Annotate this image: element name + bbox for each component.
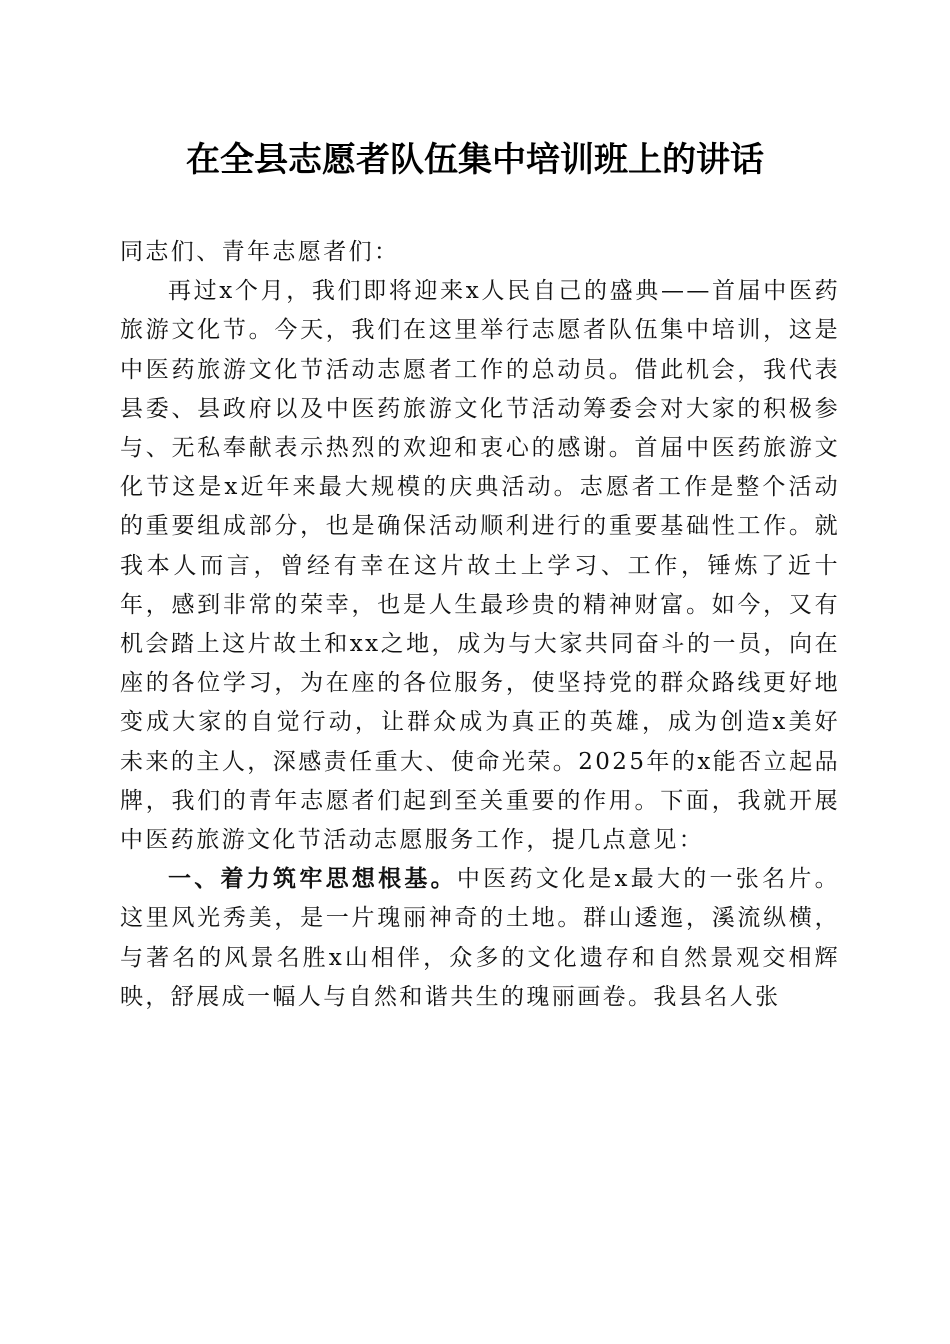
paragraph-intro: 再过x个月，我们即将迎来x人民自己的盛典——首届中医药旅游文化节。今天，我们在这里举行志愿者队伍集中培训，这是中医药旅游文化节活动志愿者工作的总动员。借此机会，我代表县委、县政府以及中医药旅游文化节活动筹委会对大家的积极参与、无私奉献表示热烈的欢迎和衷心的感谢。首届中医药旅游文化节这是x近年来最大规模的庆典活动。志愿者工作是整个活动的重要组成部分，也是确保活动顺利进行的重要基础性工作。就我本人而言，曾经有幸在这片故土上学习、工作，锤炼了近十年，感到非常的荣幸，也是人生最珍贵的精神财富。如今，又有机会踏上这片故土和xx之地，成为与大家共同奋斗的一员，向在座的各位学习，为在座的各位服务，使坚持党的群众路线更好地变成大家的自觉行动，让群众成为真正的英雄，成为创造x美好未来的主人，深感责任重大、使命光荣。2025年的x能否立起品牌，我们的青年志愿者们起到至关重要的作用。下面，我就开展中医药旅游文化节活动志愿服务工作，提几点意见： — [120, 278, 840, 854]
salutation: 同志们、青年志愿者们： — [120, 239, 400, 265]
paragraph-section-1 — [120, 860, 840, 1017]
section-1-heading: 一、着力筑牢思想根基。 — [168, 866, 457, 893]
section-1-text: 中医药文化是x最大的一张名片。这里风光秀美，是一片瑰丽神奇的土地。群山逶迤，溪流纵横，与著名的风景名胜x山相伴，众多的文化遗存和自然景观交相辉映，舒展成一幅人与自然和谐共生的瑰丽画卷。我县名人张 — [120, 866, 840, 1010]
document-body — [120, 233, 840, 1017]
document-title: 在全县志愿者队伍集中培训班上的讲话 — [186, 140, 764, 180]
